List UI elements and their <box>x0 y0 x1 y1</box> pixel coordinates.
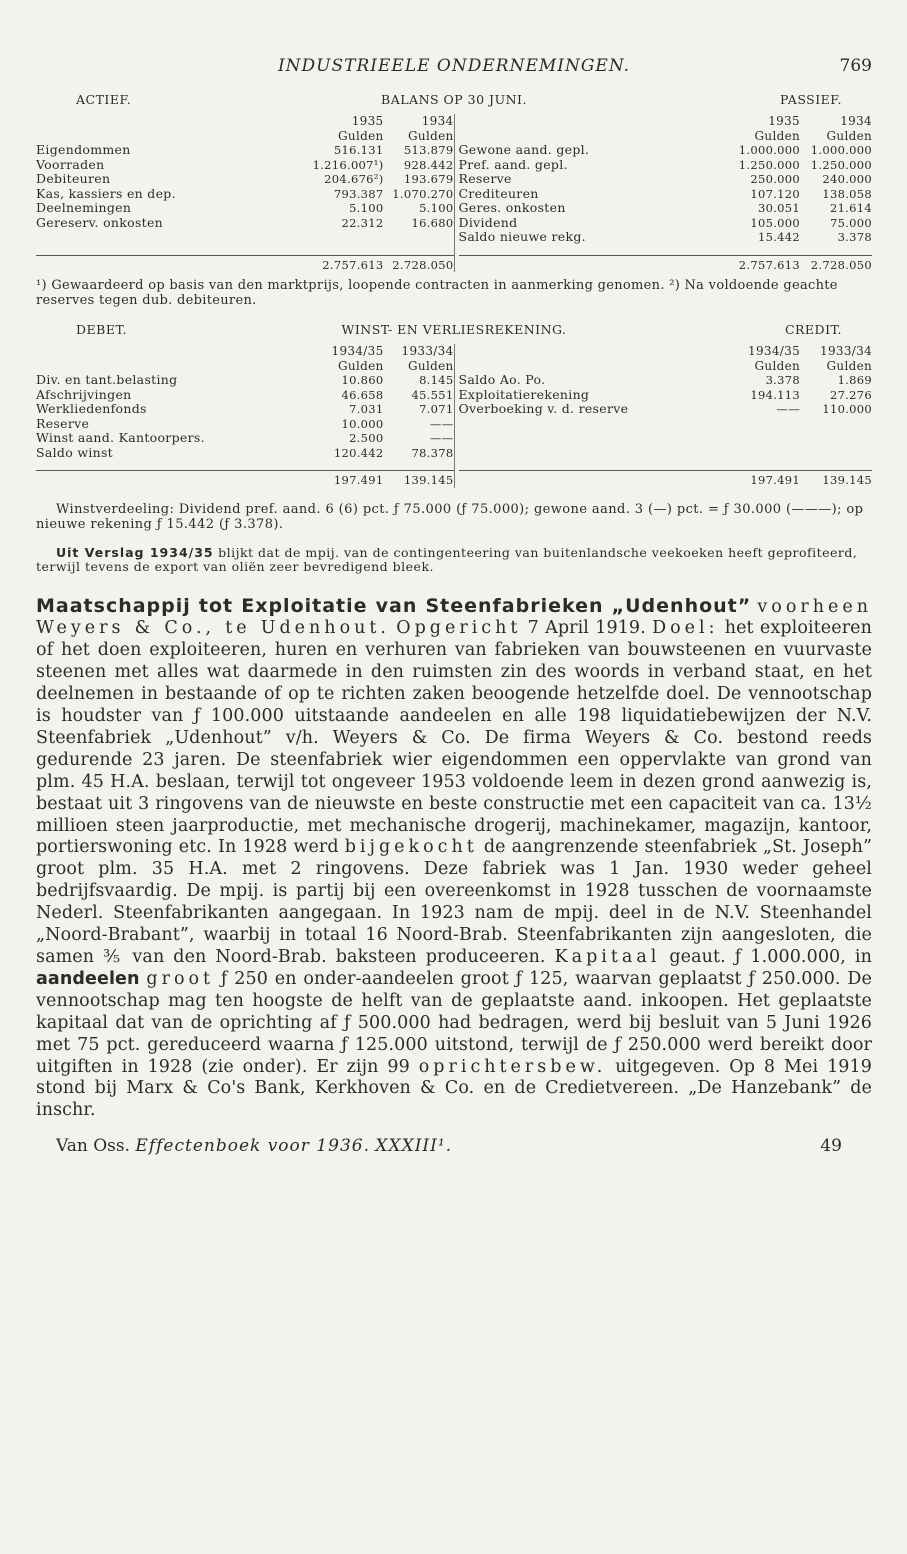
unit-header: Gulden <box>338 358 384 373</box>
verslag-heading: Uit Verslag 1934/35 <box>56 544 214 560</box>
table-row: Kas, kassiers en dep. 793.387 1.070.270 <box>36 186 454 201</box>
year-header: 1935 <box>768 114 800 128</box>
footer-book: Effectenboek voor 1936. <box>135 1136 370 1157</box>
table-row: Gewone aand. gepl. 1.000.000 1.000.000 <box>458 143 872 157</box>
year-header: 1934/35 <box>748 344 800 358</box>
table-row: Reserve 250.000 240.000 <box>458 172 872 186</box>
unit-header: Gulden <box>826 128 872 143</box>
year-header: 1934/35 <box>331 344 384 358</box>
footer-volume: XXXIII¹. <box>375 1136 453 1157</box>
page-number: 769 <box>839 56 872 76</box>
running-head-title: INDUSTRIEELE ONDERNEMINGEN. <box>277 56 631 76</box>
unit-header: Gulden <box>826 358 872 373</box>
year-header: 1933/34 <box>820 344 872 358</box>
balans-table <box>36 114 872 272</box>
table-row: Saldo nieuwe rekg. 15.442 3.378 <box>458 230 872 244</box>
credit-column <box>454 344 873 488</box>
year-header: 1935 <box>351 114 384 128</box>
debet-label: DEBET. <box>76 322 127 337</box>
table-row: Werkliedenfonds 7.031 7.071 <box>36 402 454 416</box>
verslag-text: blijkt dat de mpij. van de contingenteering van buitenlandsche veekoeken heeft geprofiteerd, terwijl tevens de export van oliën zeer bevredigend bleek. <box>36 544 858 574</box>
winst-verlies-heading <box>36 322 872 344</box>
table-row: Overboeking v. d. reserve —— 110.000 <box>458 402 872 416</box>
unit-header: Gulden <box>408 358 454 373</box>
table-row: Voorraden 1.216.007¹) 928.442 <box>36 157 454 172</box>
table-row: Saldo Ao. Po. 3.378 1.869 <box>458 373 872 387</box>
winst-verlies-table <box>36 344 872 488</box>
table-row: Div. en tant.belasting 10.860 8.145 <box>36 373 454 387</box>
passief-label: PASSIEF. <box>780 92 842 107</box>
running-head <box>36 56 872 86</box>
balans-footnote: ¹) Gewaardeerd op basis van den marktprijs, loopende contracten in aanmerking genomen. ²) Na voldoende geachte reserves tegen dub. debiteuren. <box>36 278 838 308</box>
unit-header: Gulden <box>754 128 800 143</box>
year-header: 1933/34 <box>401 344 454 358</box>
company-name: Maatschappij tot Exploitatie van Steenfabrieken „Udenhout” <box>36 594 752 617</box>
table-row: Exploitatierekening 194.113 27.276 <box>458 387 872 402</box>
table-row: Winst aand. Kantoorpers. 2.500 —— <box>36 431 454 445</box>
table-row: Geres. onkosten 30.051 21.614 <box>458 201 872 215</box>
verslag-paragraph <box>36 546 872 574</box>
total-row: 197.491 139.145 <box>36 470 454 488</box>
total-row: 2.757.613 2.728.050 <box>36 255 454 273</box>
table-row: Eigendommen 516.131 513.879 <box>36 143 454 157</box>
table-row: Gereserv. onkosten 22.312 16.680 <box>36 215 454 230</box>
unit-header: Gulden <box>408 128 454 143</box>
passief-column <box>454 114 873 272</box>
table-row: Afschrijvingen 46.658 45.551 <box>36 387 454 402</box>
actief-column <box>36 114 454 272</box>
balans-title: BALANS OP 30 JUNI. <box>381 92 527 107</box>
total-row: 197.491 139.145 <box>459 470 873 488</box>
winst-verlies-title: WINST- EN VERLIESREKENING. <box>341 322 567 337</box>
page <box>36 56 872 1160</box>
total-row: 2.757.613 2.728.050 <box>459 255 873 273</box>
page-footer <box>36 1136 872 1160</box>
table-row: Deelnemingen 5.100 5.100 <box>36 201 454 215</box>
company-entry: Maatschappij tot Exploitatie van Steenfabrieken „Udenhout” voorheen Weyers & Co., te Udenhout. Opgericht 7 April 1919. Doel: het exploiteeren of het doen exploiteeren, huren en verhuren van fabrieken van bouwsteenen en vuurvaste steenen met alles wat daarmede in den ruimsten zin des woords in verband staat, en het deelnemen in bestaande of op te richten zaken beoogende hetzelfde doel. De vennootschap is houdster van ƒ 100.000 uitstaande aandeelen en alle 198 liquidatiebewijzen der N.V. Steenfabriek „Udenhout” v/h. Weyers & Co. De firma Weyers & Co. bestond reeds gedurende 23 jaren. De steenfabriek wier eigendommen een oppervlakte van grond van plm. 45 H.A. beslaan, terwijl tot ongeveer 1953 voldoende leem in dezen grond aanwezig is, bestaat uit 3 ringovens van de nieuwste en beste constructie met een capaciteit van ca. 13½ millioen steen jaarproductie, met mechanische drogerij, machinekamer, magazijn, kantoor, portierswoning etc. In 1928 werd bijgekocht de aangrenzende steenfabriek „St. Joseph” groot plm. 35 H.A. met 2 ringovens. Deze fabriek was 1 Jan. 1930 weder geheel bedrijfsvaardig. De mpij. is partij bij een overeenkomst in 1928 tusschen de voornaamste Nederl. Steenfabrikanten aangegaan. In 1923 nam de mpij. deel in de N.V. Steenhandel „Noord-Brabant”, waarbij in totaal 16 Noord-Brab. Steenfabrikanten zijn aangesloten, die samen ⅗ van den Noord-Brab. baksteen produceeren. Kapitaal geaut. ƒ 1.000.000, in aandeelen groot ƒ 250 en onder-aandeelen groot ƒ 125, waarvan geplaatst ƒ 250.000. De vennootschap mag ten hoogste de helft van de geplaatste aand. inkoopen. Het geplaatste kapitaal dat van de oprichting af ƒ 500.000 had bedragen, werd bij besluit van 5 Juni 1926 met 75 pct. gereduceerd waarna ƒ 125.000 uitstond, terwijl de ƒ 250.000 werd bereikt door uitgiften in 1928 (zie onder). Er zijn 99 oprichtersbew. uitgegeven. Op 8 Mei 1919 stond bij Marx & Co's Bank, Kerkhoven & Co. en de Credietvereen. „De Hanzebank” de inschr. <box>36 594 873 1121</box>
table-row: Debiteuren 204.676²) 193.679 <box>36 172 454 186</box>
actief-label: ACTIEF. <box>76 92 132 107</box>
unit-header: Gulden <box>754 358 800 373</box>
table-row: Pref. aand. gepl. 1.250.000 1.250.000 <box>458 157 872 172</box>
table-row: Crediteuren 107.120 138.058 <box>458 186 872 201</box>
footer-signature: 49 <box>820 1136 842 1157</box>
credit-label: CREDIT. <box>784 322 842 337</box>
year-header: 1934 <box>840 114 872 128</box>
winstverdeeling: Winstverdeeling: Dividend pref. aand. 6 (6) pct. ƒ 75.000 (ƒ 75.000); gewone aand. 3 (—) pct. = ƒ 30.000 (———); op nieuwe rekening ƒ 15.442 (ƒ 3.378). <box>36 501 864 532</box>
footer-author: Van Oss. <box>56 1136 130 1157</box>
table-row: Dividend 105.000 75.000 <box>458 215 872 230</box>
balans-heading <box>36 92 872 114</box>
year-header: 1934 <box>421 114 454 128</box>
table-row: Saldo winst 120.442 78.378 <box>36 445 454 460</box>
unit-header: Gulden <box>338 128 384 143</box>
debet-column <box>36 344 454 488</box>
table-row: Reserve 10.000 —— <box>36 416 454 431</box>
